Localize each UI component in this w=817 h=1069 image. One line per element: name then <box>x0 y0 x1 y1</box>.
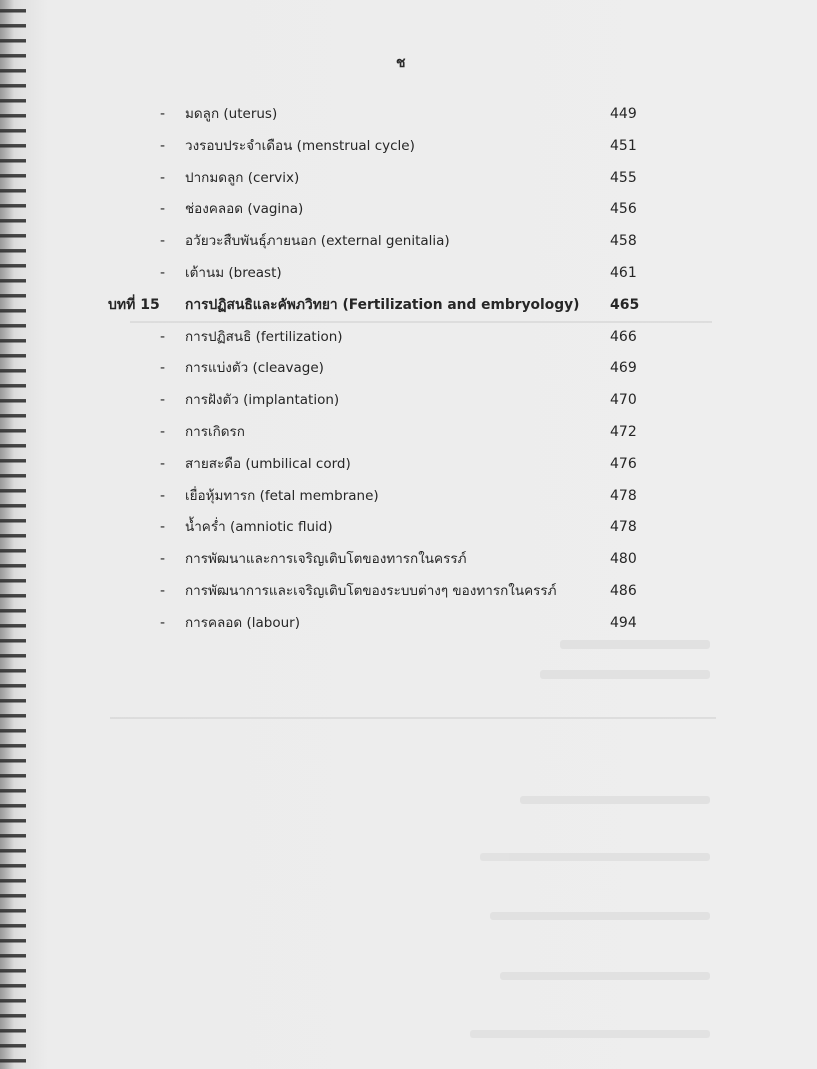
toc-page-number: 470 <box>610 392 637 409</box>
toc-page-number: 449 <box>610 106 637 122</box>
toc-page-number: 469 <box>610 360 637 377</box>
toc-row <box>100 481 660 513</box>
toc-entry-title: การฝังตัว (implantation) <box>185 392 340 409</box>
toc-entry-title: ช่องคลอด (vagina) <box>185 201 304 218</box>
spiral-binding <box>0 0 26 1069</box>
toc-bullet: - <box>160 392 166 409</box>
toc-row <box>100 417 660 449</box>
toc-bullet: - <box>160 614 166 631</box>
toc-bullet: - <box>160 455 166 472</box>
toc-bullet: - <box>160 487 166 504</box>
toc-row <box>100 544 660 576</box>
toc-bullet: - <box>160 137 166 154</box>
toc-chapter-number: บทที่ 15 <box>108 296 160 313</box>
toc-page-number: 466 <box>610 328 637 345</box>
toc-entry-title: การพัฒนาและการเจริญเติบโตของทารกในครรภ์ <box>185 551 467 568</box>
toc-entry-title: การคลอด (labour) <box>185 614 300 631</box>
toc-row <box>100 163 660 195</box>
toc-entry-title: น้ำคร่ำ (amniotic fluid) <box>185 519 333 536</box>
toc-bullet: - <box>160 169 166 186</box>
toc-row <box>100 226 660 258</box>
toc-page-number: 494 <box>610 614 637 631</box>
toc-bullet: - <box>160 423 166 440</box>
toc-bullet: - <box>160 582 166 599</box>
toc-row <box>100 99 660 131</box>
toc-row <box>100 449 660 481</box>
toc-page-number: 480 <box>610 551 637 568</box>
toc-row <box>100 512 660 544</box>
toc-row <box>100 608 660 640</box>
table-of-contents <box>100 99 660 640</box>
toc-page-number: 456 <box>610 201 637 218</box>
toc-row <box>100 385 660 417</box>
toc-bullet: - <box>160 328 166 345</box>
toc-row <box>100 258 660 290</box>
toc-page-number: 461 <box>610 264 637 281</box>
toc-bullet: - <box>160 233 166 250</box>
toc-page-number: 472 <box>610 423 637 440</box>
toc-page-number: 478 <box>610 487 637 504</box>
toc-bullet: - <box>160 551 166 568</box>
toc-bullet: - <box>160 201 166 218</box>
toc-entry-title: ปากมดลูก (cervix) <box>185 169 300 186</box>
toc-row <box>100 576 660 608</box>
toc-entry-title: สายสะดือ (umbilical cord) <box>185 455 351 472</box>
toc-entry-title: มดลูก (uterus) <box>185 106 278 122</box>
toc-entry-title: เต้านม (breast) <box>185 264 282 281</box>
page-number: ช <box>396 55 406 71</box>
toc-entry-title: วงรอบประจำเดือน (menstrual cycle) <box>185 137 415 154</box>
toc-page-number: 455 <box>610 169 637 186</box>
toc-page-number: 458 <box>610 233 637 250</box>
toc-page-number: 451 <box>610 137 637 154</box>
toc-page-number: 476 <box>610 455 637 472</box>
toc-row <box>100 322 660 354</box>
toc-bullet: - <box>160 519 166 536</box>
toc-page-number: 486 <box>610 582 637 599</box>
toc-row <box>100 131 660 163</box>
toc-bullet: - <box>160 106 166 122</box>
toc-entry-title: การปฏิสนธิ (fertilization) <box>185 328 343 345</box>
toc-row <box>100 194 660 226</box>
toc-entry-title: การแบ่งตัว (cleavage) <box>185 360 324 377</box>
toc-row <box>100 353 660 385</box>
toc-bullet: - <box>160 360 166 377</box>
toc-entry-title: การเกิดรก <box>185 423 245 440</box>
toc-bullet: - <box>160 264 166 281</box>
toc-chapter-row <box>100 290 660 322</box>
toc-chapter-title: การปฏิสนธิและคัพภวิทยา (Fertilization and embryology) <box>185 296 580 313</box>
toc-entry-title: การพัฒนาการและเจริญเติบโตของระบบต่างๆ ของทารกในครรภ์ <box>185 582 557 599</box>
toc-page-number: 478 <box>610 519 637 536</box>
toc-entry-title: เยื่อหุ้มทารก (fetal membrane) <box>185 487 379 504</box>
toc-entry-title: อวัยวะสืบพันธุ์ภายนอก (external genitalia) <box>185 233 450 250</box>
toc-page-number: 465 <box>610 296 640 313</box>
